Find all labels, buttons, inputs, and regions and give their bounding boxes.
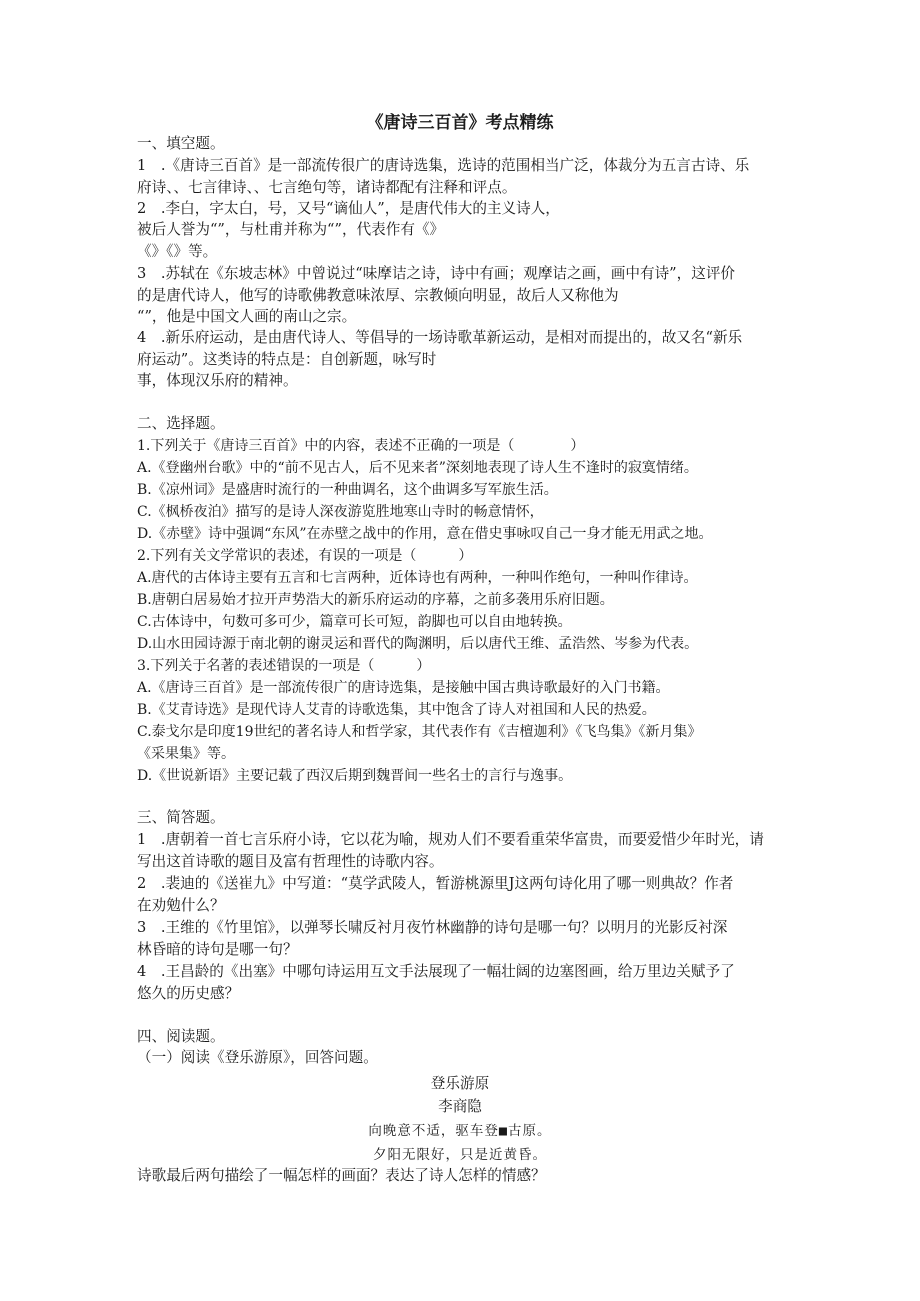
choice-line: B.《凉州词》是盛唐时流行的一种曲调名，这个曲调多写军旅生活。 [137,482,558,498]
short-line: 1 .唐朝着一首七言乐府小诗，它以花为喻，规劝人们不要看重荣华富贵，而要爱惜少年时光，请 [137,831,764,848]
short-line: 3 .王维的《竹里馆》，以弹琴长啸反衬月夜竹林幽静的诗句是哪一句？以明月的光影反衬深 [137,919,728,936]
choice-line: 1.下列关于《唐诗三百首》中的内容，表述不正确的一项是（ ） [137,438,585,454]
fill-line: 的是唐代诗人，他写的诗歌佛教意味浓厚、宗教倾向明显，故后人又称他为 [137,287,619,304]
section-heading-choice: 二、选择题。 [137,415,225,432]
short-line: 林昏暗的诗句是哪一句？ [137,941,298,958]
short-line: 写出这首诗歌的题目及富有哲理性的诗歌内容。 [137,853,444,870]
section-heading-short: 三、简答题。 [137,809,225,826]
choice-line: 《采果集》等。 [137,746,235,762]
reading-instruction: （一）阅读《登乐游原》，回答问题。 [137,1049,378,1066]
choice-line: C.古体诗中，句数可多可少，篇章可长可短，韵脚也可以自由地转换。 [137,614,572,630]
choice-line: D.《赤壁》诗中强调“东风”在赤壁之战中的作用，意在借史事咏叹自己一身才能无用武之地。 [137,526,713,542]
choice-line: B.唐朝白居易始才拉开声势浩大的新乐府运动的序幕，之前多袭用乐府旧题。 [137,592,614,608]
choice-line: A.《登幽州台歌》中的“前不见古人，后不见来者”深刻地表现了诗人生不逢时的寂寞情绪。 [137,460,698,476]
fill-line: 1 .《唐诗三百首》是一部流传很广的唐诗选集，选诗的范围相当广泛，体裁分为五言古诗、乐 [137,157,750,174]
section-heading-fill: 一、填空题。 [137,135,225,152]
section-heading-reading: 四、阅读题。 [137,1028,225,1045]
fill-line: 《》《》等。 [137,243,218,260]
fill-line: 府诗、、七言律诗、、七言绝句等，诸诗都配有注释和评点。 [137,179,517,196]
poem-line: 夕阳无限好，只是近黄昏。 [373,1147,547,1163]
choice-line: D.山水田园诗源于南北朝的谢灵运和晋代的陶渊明，后以唐代王维、孟浩然、岑参为代表。 [137,636,699,652]
fill-line: 府运动”。这类诗的特点是：自创新题，咏写时 [137,351,437,368]
short-line: 4 .王昌龄的《出塞》中哪句诗运用互文手法展现了一幅壮阔的边塞图画，给万里边关赋予了 [137,963,735,980]
choice-line: B.《艾青诗选》是现代诗人艾青的诗歌选集，其中饱含了诗人对祖国和人民的热爱。 [137,702,656,718]
poem-line: 向晚意不适，驱车登■古原。 [368,1123,552,1139]
choice-line: D.《世说新语》主要记载了西汉后期到魏晋间一些名士的言行与逸事。 [137,768,573,784]
choice-line: 3.下列关于名著的表述错误的一项是（ ） [137,658,431,674]
choice-line: C.《枫桥夜泊》描写的是诗人深夜游览胜地寒山寺时的畅意情怀， [137,504,544,520]
short-line: 悠久的历史感？ [137,985,240,1002]
short-line: 2 .裴迪的《送崔九》中写道：“莫学武陵人，暂游桃源里J这两句诗化用了哪一则典故？作者 [137,875,734,892]
fill-line: 被后人誉为“”，与杜甫并称为“”，代表作有《》 [137,221,445,238]
choice-line: C.泰戈尔是印度19世纪的著名诗人和哲学家，其代表作有《吉檀迦利》《飞鸟集》《新月集》 [137,724,702,740]
short-line: 在劝勉什么？ [137,897,225,914]
poem-title: 登乐游原 [430,1075,490,1092]
fill-line: 3 .苏轼在《东坡志林》中曾说过“味摩诘之诗，诗中有画；观摩诘之画，画中有诗”，这评价 [137,265,736,282]
fill-line: 4 .新乐府运动，是由唐代诗人、等倡导的一场诗歌革新运动，是相对而提出的，故又名“新乐 [137,329,743,346]
fill-line: 事，体现汉乐府的精神。 [137,372,298,389]
choice-line: 2.下列有关文学常识的表述，有误的一项是（ ） [137,548,473,564]
choice-line: A.《唐诗三百首》是一部流传很广的唐诗选集，是接触中国古典诗歌最好的入门书籍。 [137,680,670,696]
poem-author: 李商隐 [438,1098,482,1115]
page-title: 《唐诗三百首》考点精练 [366,113,554,133]
choice-line: A.唐代的古体诗主要有五言和七言两种，近体诗也有两种，一种叫作绝句，一种叫作律诗。 [137,570,698,586]
reading-question: 诗歌最后两句描绘了一幅怎样的画面？表达了诗人怎样的情感？ [137,1167,546,1184]
fill-line: 2 .李白，字太白，号，又号“谪仙人”，是唐代伟大的主义诗人， [137,200,560,217]
fill-line: “”，他是中国文人画的南山之宗。 [137,308,357,325]
